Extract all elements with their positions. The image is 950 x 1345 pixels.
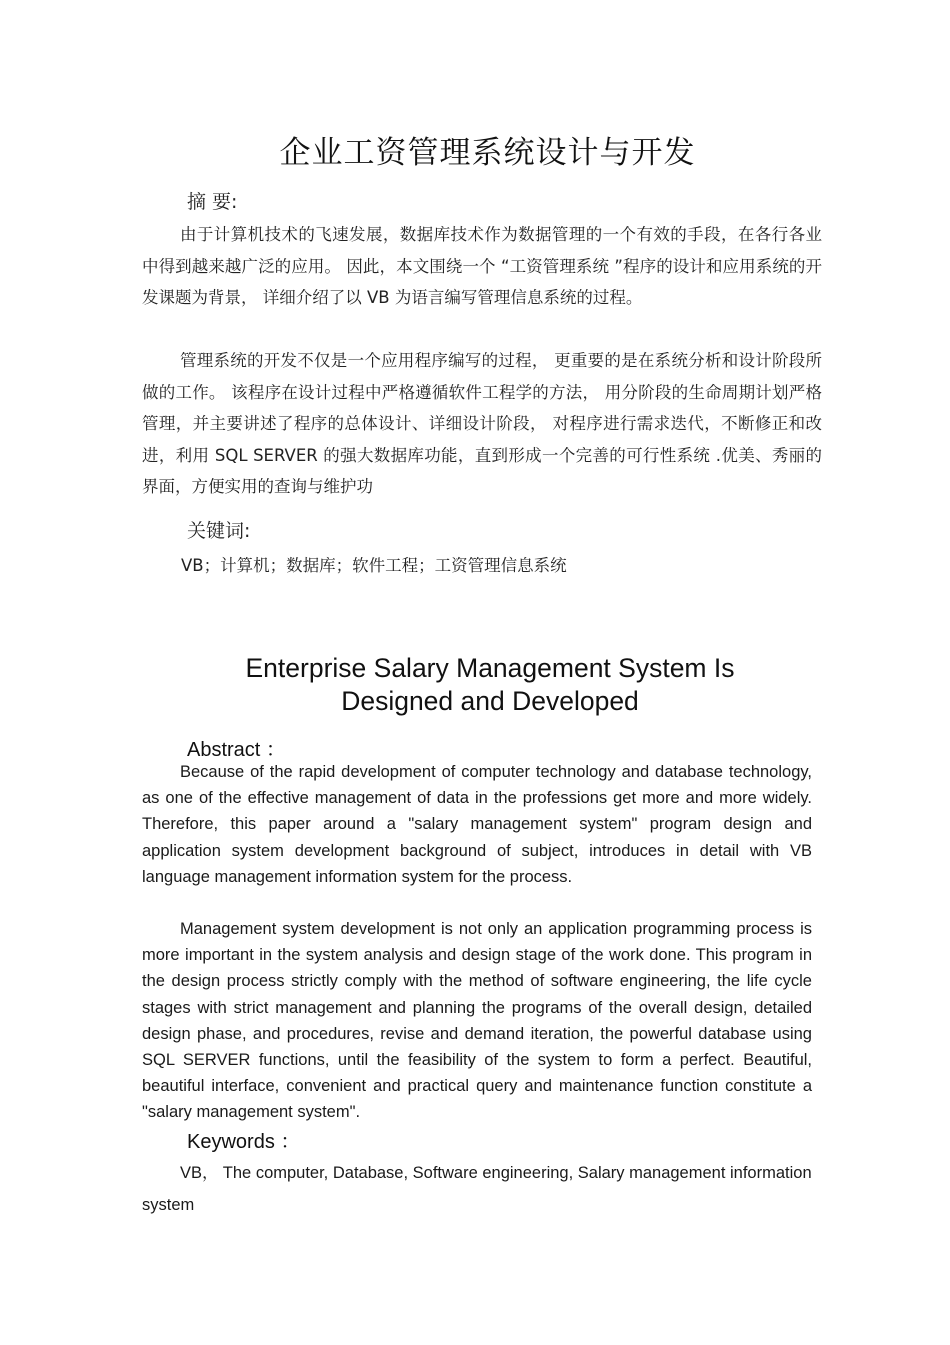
english-abstract-paragraph-1 (142, 759, 812, 890)
chinese-abstract-text-1: 由于计算机技术的飞速发展，数据库技术作为数据管理的一个有效的手段，在各行各业中得到越来越广泛的应用。 因此，本文围绕一个 “工资管理系统 ”程序的设计和应用系统的开发课题为背景， 详细介绍了以 VB 为语言编写管理信息系统的过程。 (142, 225, 822, 307)
english-title (0, 652, 950, 718)
chinese-title: 企业工资管理系统设计与开发 (279, 135, 696, 171)
english-title-line-1: Enterprise Salary Management System Is (245, 653, 735, 683)
english-keywords (142, 1157, 817, 1221)
chinese-abstract-text-2: 管理系统的开发不仅是一个应用程序编写的过程， 更重要的是在系统分析和设计阶段所做的工作。 该程序在设计过程中严格遵循软件工程学的方法， 用分阶段的生命周期计划严格管理，并主要讲述了程序的总体设计、详细设计阶段， 对程序进行需求迭代，不断修正和改进，利用 SQL SERVER 的强大数据库功能，直到形成一个完善的可行性系统 .优美、秀丽的界面，方便实用的查询与维护功 (142, 351, 822, 496)
english-title-line-2: Designed and Developed (341, 686, 639, 716)
english-abstract-text-2: Management system development is not only an application programming process is more important in the system analysis and design stage of the work done. This program in the design process strictly comply with the method of software engineering, the life cycle stages with strict management and planning the programs of the overall design, detailed design phase, and procedures, revise and demand iteration, the powerful database using SQL SERVER functions, until the feasibility of the system to form a perfect. Beautiful, beautiful interface, convenient and practical query and maintenance function constitute a "salary management system". (142, 920, 812, 1122)
chinese-abstract-label: 摘 要: (187, 191, 238, 213)
chinese-abstract-paragraph-1 (142, 219, 822, 314)
english-keywords-label: Keywords ： (187, 1131, 301, 1153)
english-abstract-paragraph-2 (142, 916, 812, 1126)
chinese-keywords: VB；计算机；数据库；软件工程；工资管理信息系统 (181, 556, 567, 575)
english-abstract-text-1: Because of the rapid development of computer technology and database technology, as one of the effective management of data in the professions get more and more widely. Therefore, this paper around a "salary management system" program design and application system development background of subject, introduces in detail with VB language management information system for the process. (142, 763, 812, 886)
english-abstract-label: Abstract ： (187, 739, 286, 761)
chinese-keywords-label: 关键词: (187, 520, 251, 542)
english-keywords-text: VB， The computer, Database, Software engineering, Salary management information system (142, 1164, 812, 1214)
chinese-abstract-paragraph-2 (142, 345, 822, 503)
